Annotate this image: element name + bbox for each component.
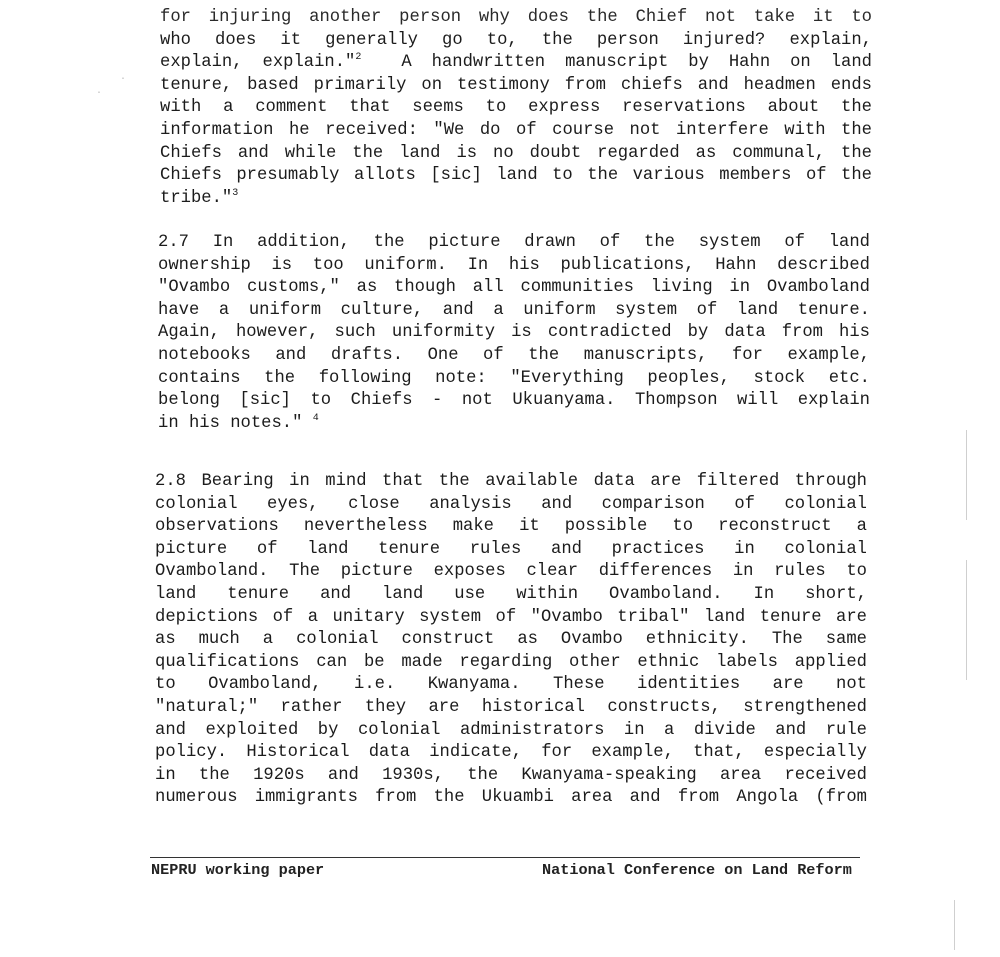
text-segment: A handwritten manuscript by Hahn on land [401,53,872,73]
text-line: 2.7 In addition, the picture drawn of the system of land [158,233,870,252]
text-line: "Ovambo customs," as though all communities living in Ovamboland [158,278,870,298]
text-line [160,188,872,211]
footer-right-text: National Conference on Land Reform [542,861,852,879]
text-line: and exploited by colonial administrators in a divide and rule [155,720,867,740]
text-segment: explain, explain." [160,53,356,73]
text-segment: tribe." [160,188,233,208]
text-line: for injuring another person why does the Chief not take it to [160,8,872,27]
text-line: qualifications can be made regarding other ethnic labels applied [155,652,867,672]
text-line: numerous immigrants from the Ukuambi area and from Angola (from [155,788,867,808]
text-line: Ovamboland. The picture exposes clear differences in rules to [155,562,867,582]
text-line: observations nevertheless make it possible to reconstruct a [155,517,867,537]
scan-speck: . [120,72,127,83]
text-line: Chiefs and while the land is no doubt regarded as communal, the [160,143,872,163]
footnote-ref: 4 [312,412,319,424]
footer-divider [150,857,860,858]
scan-edge-mark [966,430,967,520]
text-line: to Ovamboland, i.e. Kwanyama. These identities are not [155,675,867,695]
footer-left-text: NEPRU working paper [151,861,325,879]
text-line: Again, however, such uniformity is contradicted by data from his [158,323,870,343]
text-line: as much a colonial construct as Ovambo ethnicity. The same [155,630,867,650]
footnote-ref: 2 [355,52,362,64]
text-line: in the 1920s and 1930s, the Kwanyama-speaking area received [155,765,867,785]
text-line: information he received: "We do of course not interfere with the [160,120,872,140]
paragraph-hahn-manuscript [160,7,872,210]
text-line: depictions of a unitary system of "Ovambo tribal" land tenure are [155,607,867,627]
scan-edge-mark [954,900,955,950]
text-segment: in his notes." [158,413,303,433]
text-line: "natural;" rather they are historical constructs, strengthened [155,697,867,717]
paragraph-2-7 [158,232,870,435]
text-line: who does it generally go to, the person injured? explain, [160,30,872,50]
text-line: with a comment that seems to express reservations about the [160,98,872,118]
text-line [158,413,870,436]
footnote-ref: 3 [232,187,239,199]
text-line: 2.8 Bearing in mind that the available data are filtered through [155,472,867,491]
paragraph-2-8 [155,471,867,810]
text-line [160,52,872,75]
text-line: ownership is too uniform. In his publications, Hahn described [158,255,870,275]
text-line: Chiefs presumably allots [sic] land to the various members of the [160,166,872,186]
text-line: land tenure and land use within Ovamboland. In short, [155,584,867,604]
scan-edge-mark [966,560,967,680]
text-line: contains the following note: "Everything peoples, stock etc. [158,368,870,388]
text-line: policy. Historical data indicate, for example, that, especially [155,743,867,763]
text-line: notebooks and drafts. One of the manuscripts, for example, [158,345,870,365]
text-line: colonial eyes, close analysis and comparison of colonial [155,494,867,514]
scan-speck: . [96,86,103,97]
text-line: have a uniform culture, and a uniform system of land tenure. [158,300,870,320]
text-line: tenure, based primarily on testimony from chiefs and headmen ends [160,75,872,95]
text-line: belong [sic] to Chiefs - not Ukuanyama. Thompson will explain [158,391,870,411]
text-line: picture of land tenure rules and practices in colonial [155,539,867,559]
